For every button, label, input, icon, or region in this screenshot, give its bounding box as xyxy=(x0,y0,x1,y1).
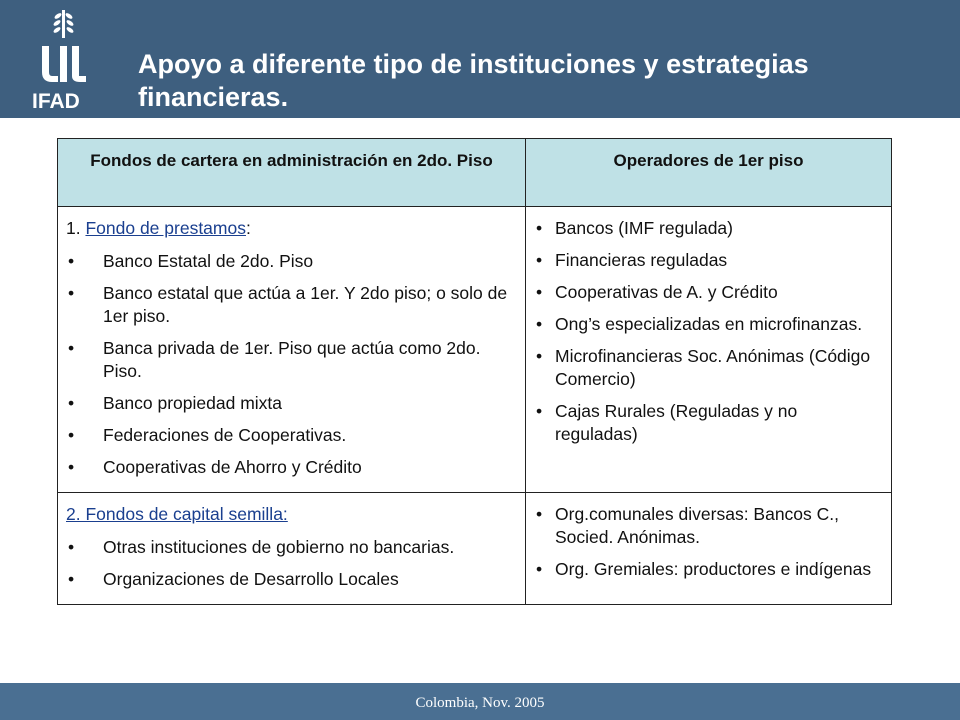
list-item: • Financieras reguladas xyxy=(534,249,883,272)
list xyxy=(534,217,883,446)
list-item: • Federaciones de Cooperativas. xyxy=(66,424,517,447)
logo-text: IFAD xyxy=(32,90,80,113)
row-heading: 1. Fondo de prestamos: xyxy=(66,218,251,238)
list-item: • Cooperativas de Ahorro y Crédito xyxy=(66,456,517,479)
cell-operadores-1 xyxy=(526,207,892,493)
cell-fondo-prestamos xyxy=(58,207,526,493)
list-item: • Microfinancieras Soc. Anónimas (Código Comercio) xyxy=(534,345,883,391)
capital-semilla-link[interactable]: 2. Fondos de capital semilla: xyxy=(66,504,288,524)
list xyxy=(66,536,517,591)
list-item: • Otras instituciones de gobierno no bancarias. xyxy=(66,536,517,559)
table-header-row xyxy=(58,139,892,207)
list xyxy=(534,503,883,581)
list-item: • Banco estatal que actúa a 1er. Y 2do piso; o solo de 1er piso. xyxy=(66,282,517,328)
ifad-logo xyxy=(28,6,100,114)
list-item: • Org. Gremiales: productores e indígenas xyxy=(534,558,883,581)
list-item: • Banca privada de 1er. Piso que actúa como 2do. Piso. xyxy=(66,337,517,383)
list-item: • Banco propiedad mixta xyxy=(66,392,517,415)
list-item: • Cajas Rurales (Reguladas y no reguladas) xyxy=(534,400,883,446)
header-cell-fondos: Fondos de cartera en administración en 2do. Piso xyxy=(58,139,526,207)
footer-text: Colombia, Nov. 2005 xyxy=(415,695,545,711)
cell-capital-semilla xyxy=(58,493,526,605)
list-item: • Bancos (IMF regulada) xyxy=(534,217,883,240)
slide-title: Apoyo a diferente tipo de instituciones y estrategias financieras. xyxy=(138,49,809,112)
ifad-wheat-logo-icon xyxy=(28,6,100,114)
table-row xyxy=(58,493,892,605)
header-cell-operadores: Operadores de 1er piso xyxy=(526,139,892,207)
list xyxy=(66,250,517,479)
list-item: • Organizaciones de Desarrollo Locales xyxy=(66,568,517,591)
cell-operadores-2 xyxy=(526,493,892,605)
fondo-prestamos-link[interactable]: Fondo de prestamos xyxy=(85,218,246,238)
list-item: • Banco Estatal de 2do. Piso xyxy=(66,250,517,273)
list-item: • Org.comunales diversas: Bancos C., Socied. Anónimas. xyxy=(534,503,883,549)
institutions-table xyxy=(57,138,891,649)
list-item: • Cooperativas de A. y Crédito xyxy=(534,281,883,304)
list-item: • Ong’s especializadas en microfinanzas. xyxy=(534,313,883,336)
row-heading xyxy=(66,503,517,526)
table-row xyxy=(58,207,892,493)
